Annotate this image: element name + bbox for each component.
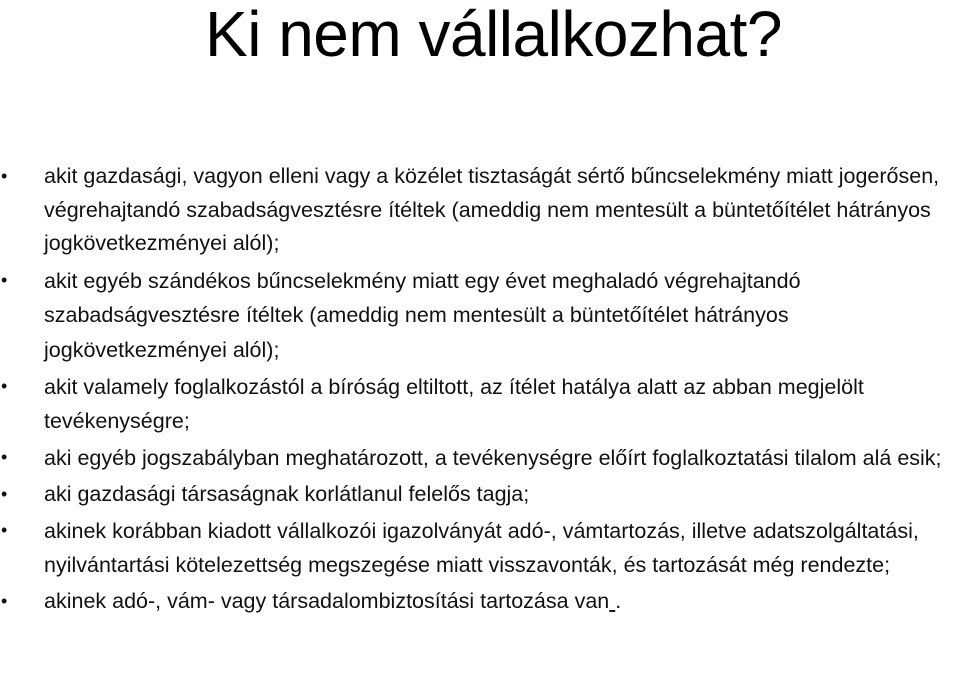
bullet-item — [0, 441, 960, 475]
bullet-text: aki gazdasági társaságnak korlátlanul felelős tagja; — [44, 482, 530, 506]
bullet-text: aki egyéb jogszabályban meghatározott, a tevékenységre előírt foglalkoztatási tilalom alá esik; — [44, 446, 942, 470]
bullet-text: akinek adó-, vám- vagy társadalombiztosítási tartozása van — [44, 589, 610, 613]
bullet-text: akit egyéb szándékos bűncselekmény miatt egy évet meghaladó végrehajtandó szabadságvesztésre ítéltek (ameddig nem mentesült a büntetőítélet hátrányos jogkövetkezményei alól); — [44, 268, 801, 362]
bullet-text: akinek korábban kiadott vállalkozói igazolványát adó-, vámtartozás, illetve adatszolgáltatási, nyilvántartási kötelezettség megszegése miatt visszavonták, és tartozását még rendezte; — [44, 519, 919, 577]
slide-title: Ki nem vállalkozhat? — [205, 0, 782, 70]
bullet-icon: • — [1, 484, 8, 504]
bullet-icon: • — [1, 166, 8, 186]
bullet-item — [0, 160, 960, 261]
bullet-icon: • — [1, 520, 8, 540]
bullet-text: akit valamely foglalkozástól a bíróság eltiltott, az ítélet hatálya alatt az abban megjelölt tevékenységre; — [44, 375, 864, 433]
bullet-item — [0, 370, 960, 438]
bullet-item — [0, 478, 960, 511]
bullet-suffix: . — [615, 589, 622, 613]
bullet-text: akit gazdasági, vagyon elleni vagy a közélet tisztaságát sértő bűncselekmény miatt jogerősen, végrehajtandó szabadságvesztésre ítéltek (ameddig nem mentesült a büntetőítélet hátrányos jogkövetkezményei alól); — [44, 164, 940, 255]
bullet-icon: • — [1, 376, 8, 396]
bullet-text-last — [44, 585, 956, 618]
bullet-item — [0, 585, 960, 618]
bullet-icon: • — [1, 269, 8, 290]
bullet-list — [0, 160, 960, 621]
bullet-icon: • — [1, 447, 8, 467]
bullet-item — [0, 264, 960, 368]
bullet-icon: • — [1, 591, 8, 611]
bullet-item — [0, 514, 960, 582]
